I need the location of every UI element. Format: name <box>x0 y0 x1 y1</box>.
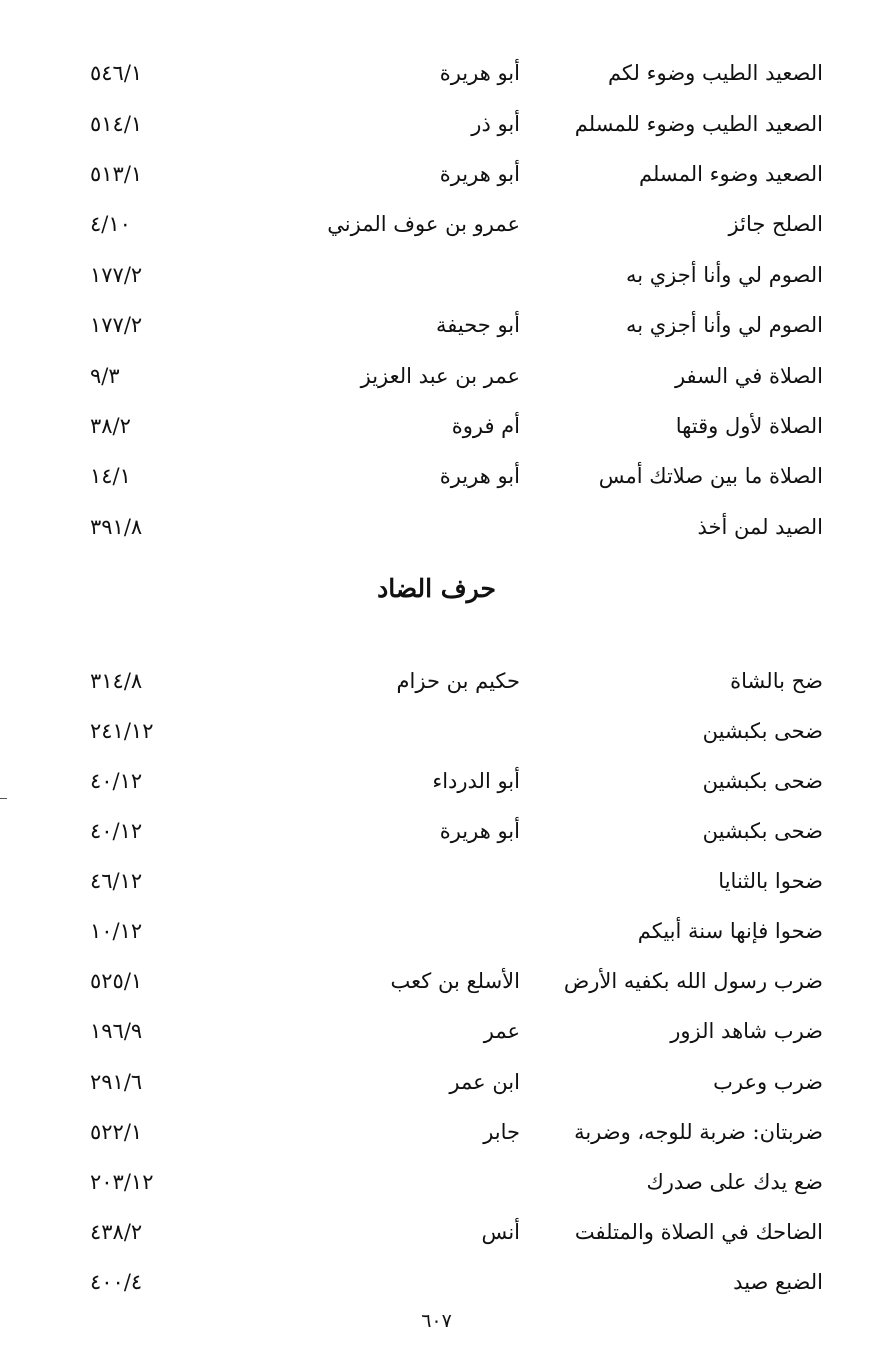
entry-narrator: أبو ذر <box>471 112 520 136</box>
entry-phrase: الصوم لي وأنا أجزي به <box>625 263 823 287</box>
index-entry <box>0 406 873 446</box>
entry-reference: ١٠/١٢ <box>90 919 143 943</box>
index-entry <box>0 456 873 496</box>
entry-reference: ١٤/١ <box>90 464 131 488</box>
entry-phrase: الصيد لمن أخذ <box>697 515 823 539</box>
entry-reference: ٥٢٥/١ <box>90 969 143 993</box>
entry-reference: ٥١٣/١ <box>90 162 143 186</box>
entry-reference: ٢٤١/١٢ <box>90 719 154 743</box>
entry-reference: ٣٩١/٨ <box>90 515 143 539</box>
entry-narrator: ابن عمر <box>449 1070 520 1094</box>
entry-narrator: أبو هريرة <box>439 61 520 85</box>
entry-phrase: الصلاة لأول وقتها <box>675 414 823 438</box>
entry-phrase: الصعيد الطيب وضوء للمسلم <box>574 112 823 136</box>
index-entry <box>0 255 873 295</box>
entry-narrator: أبو هريرة <box>439 819 520 843</box>
entry-phrase: الصلاة في السفر <box>674 364 823 388</box>
entry-reference: ٣٨/٢ <box>90 414 131 438</box>
entry-narrator: أبو هريرة <box>439 464 520 488</box>
entry-narrator: عمرو بن عوف المزني <box>327 212 520 236</box>
entry-reference: ٥٤٦/١ <box>90 61 143 85</box>
index-entry <box>0 356 873 396</box>
entry-reference: ٢٠٣/١٢ <box>90 1170 154 1194</box>
entry-reference: ٤٦/١٢ <box>90 869 143 893</box>
entry-reference: ١٩٦/٩ <box>90 1019 143 1043</box>
entry-narrator: جابر <box>483 1120 520 1144</box>
entry-phrase: ضرب رسول الله بكفيه الأرض <box>563 969 823 993</box>
index-entry <box>0 1062 873 1102</box>
entry-phrase: الضبع صيد <box>733 1270 823 1294</box>
index-entry <box>0 861 873 901</box>
index-entry <box>0 811 873 851</box>
entry-narrator: أبو هريرة <box>439 162 520 186</box>
entry-phrase: ضحى بكبشين <box>702 819 823 843</box>
index-entry <box>0 711 873 751</box>
entry-reference: ٥٢٢/١ <box>90 1120 143 1144</box>
entry-reference: ١٧٧/٢ <box>90 263 143 287</box>
entry-reference: ١٧٧/٢ <box>90 313 143 337</box>
entry-narrator: عمر <box>483 1019 520 1043</box>
entry-phrase: ضحوا فإنها سنة أبيكم <box>637 919 823 943</box>
entry-reference: ٤٠/١٢ <box>90 769 143 793</box>
entry-narrator: أبو الدرداء <box>432 769 520 793</box>
entry-narrator: عمر بن عبد العزيز <box>360 364 520 388</box>
entry-reference: ٤٠٠/٤ <box>90 1270 143 1294</box>
entry-phrase: ضحوا بالثنايا <box>718 869 823 893</box>
entry-phrase: ضرب وعرب <box>713 1070 823 1094</box>
index-entry <box>0 1262 873 1302</box>
entry-reference: ٢٩١/٦ <box>90 1070 143 1094</box>
entry-phrase: ضربتان: ضربة للوجه، وضربة <box>574 1120 823 1144</box>
entry-reference: ٤٣٨/٢ <box>90 1220 143 1244</box>
entry-reference: ٤/١٠ <box>90 212 131 236</box>
entry-narrator: أبو جحيفة <box>436 313 520 337</box>
index-entry <box>0 1011 873 1051</box>
entry-phrase: الضاحك في الصلاة والمتلفت <box>574 1220 823 1244</box>
entry-phrase: ضرب شاهد الزور <box>670 1019 823 1043</box>
index-entry <box>0 761 873 801</box>
entry-reference: ٥١٤/١ <box>90 112 143 136</box>
entry-phrase: الصعيد الطيب وضوء لكم <box>607 61 823 85</box>
entry-reference: ٣١٤/٨ <box>90 669 143 693</box>
index-entry <box>0 1212 873 1252</box>
index-entry <box>0 53 873 93</box>
entry-reference: ٩/٣ <box>90 364 120 388</box>
index-entry <box>0 104 873 144</box>
index-entry <box>0 204 873 244</box>
entry-phrase: الصلح جائز <box>728 212 823 236</box>
index-entry <box>0 911 873 951</box>
entry-phrase: ضح بالشاة <box>730 669 823 693</box>
entry-narrator: حكيم بن حزام <box>396 669 520 693</box>
index-entry <box>0 661 873 701</box>
entry-narrator: أنس <box>481 1220 520 1244</box>
entry-phrase: الصلاة ما بين صلاتك أمس <box>598 464 823 488</box>
entry-reference: ٤٠/١٢ <box>90 819 143 843</box>
entry-phrase: الصوم لي وأنا أجزي به <box>625 313 823 337</box>
page-number: ٦٠٧ <box>421 1310 452 1332</box>
entry-narrator: أم فروة <box>451 414 520 438</box>
entry-phrase: ضع يدك على صدرك <box>646 1170 823 1194</box>
entry-phrase: الصعيد وضوء المسلم <box>638 162 823 186</box>
index-entry <box>0 154 873 194</box>
index-entry <box>0 961 873 1001</box>
section-heading: حرف الضاد <box>377 574 496 603</box>
entry-phrase: ضحى بكبشين <box>702 719 823 743</box>
index-entry <box>0 305 873 345</box>
entry-narrator: الأسلع بن كعب <box>390 969 520 993</box>
entry-phrase: ضحى بكبشين <box>702 769 823 793</box>
index-entry <box>0 1112 873 1152</box>
index-entry <box>0 507 873 547</box>
index-entry <box>0 1162 873 1202</box>
scan-mark <box>0 798 7 799</box>
